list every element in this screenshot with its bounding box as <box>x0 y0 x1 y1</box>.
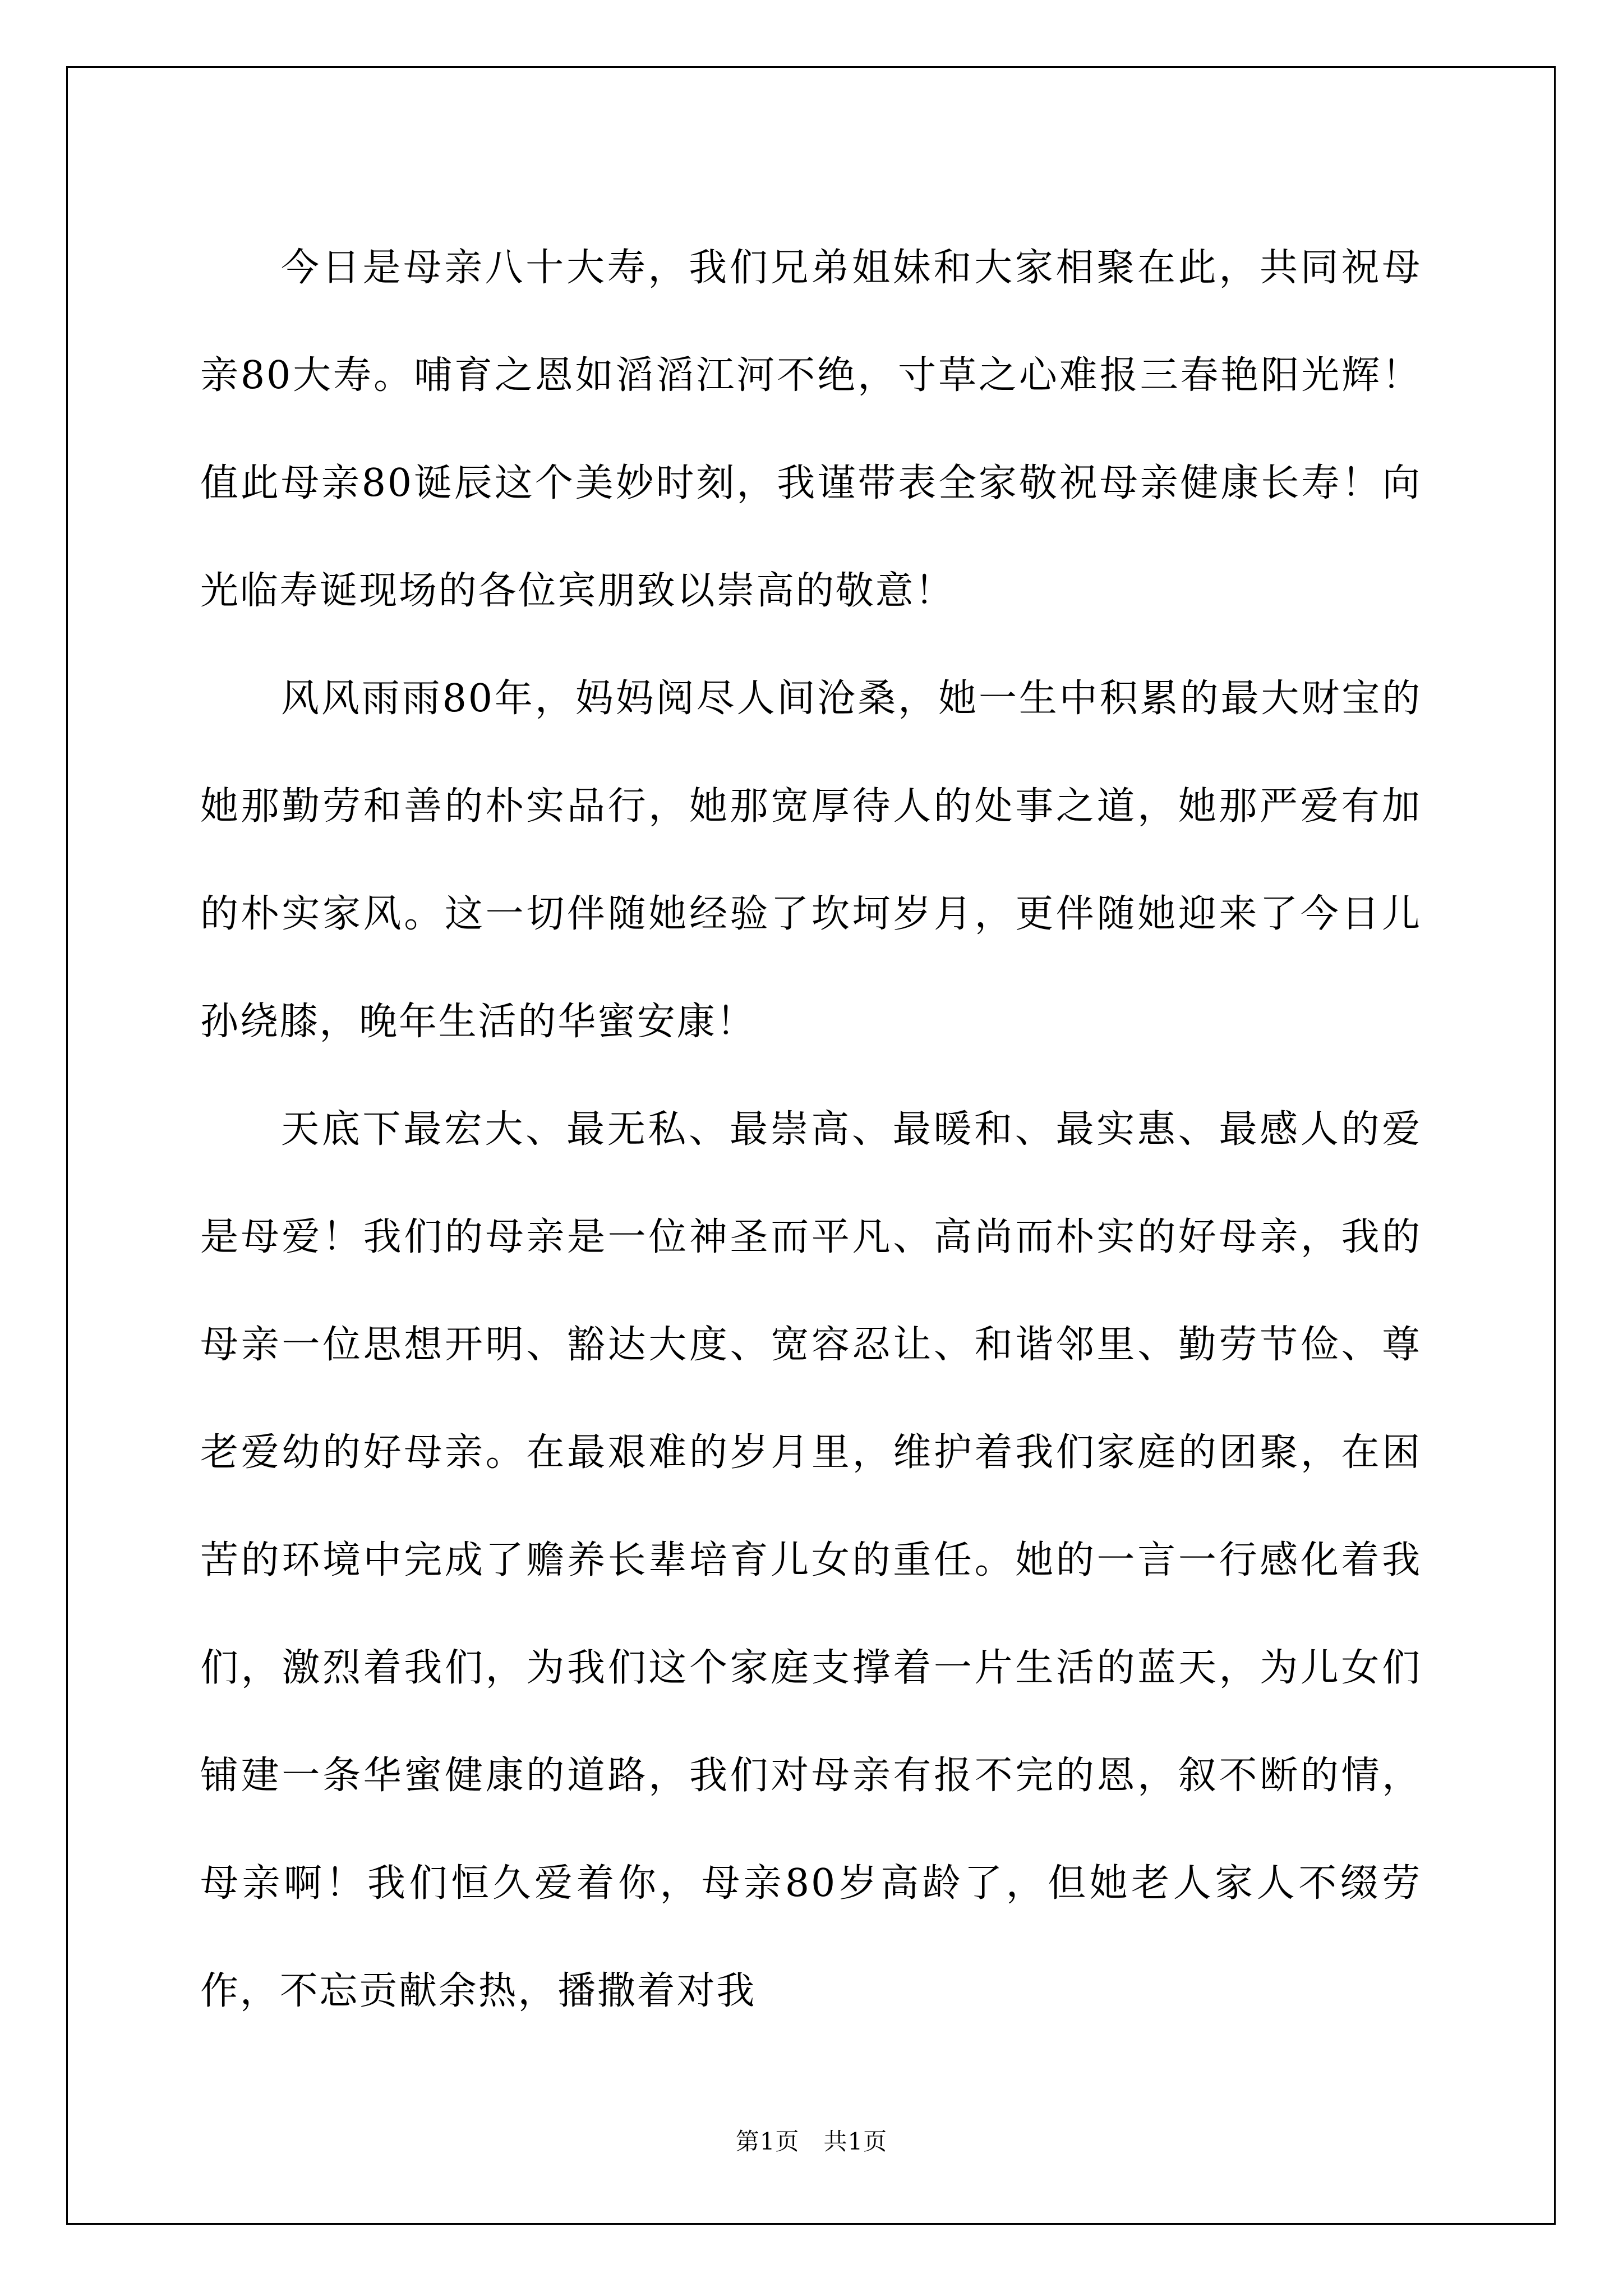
document-body <box>200 214 1422 2045</box>
paragraph-2: 风风雨雨80年，妈妈阅尽人间沧桑，她一生中积累的最大财宝的她那勤劳和善的朴实品行，她那宽厚待人的处事之道，她那严爱有加的朴实家风。这一切伴随她经验了坎坷岁月，更伴随她迎来了今日儿孙绕膝，晚年生活的华蜜安康！ <box>200 677 1422 1044</box>
paragraph-1: 今日是母亲八十大寿，我们兄弟姐妹和大家相聚在此，共同祝母亲80大寿。哺育之恩如滔滔江河不绝，寸草之心难报三春艳阳光辉！值此母亲80诞辰这个美妙时刻，我谨带表全家敬祝母亲健康长寿！向光临寿诞现场的各位宾朋致以崇高的敬意！ <box>200 246 1422 613</box>
page-footer: 第1页 共1页 <box>735 2128 888 2155</box>
paragraph-3: 天底下最宏大、最无私、最崇高、最暖和、最实惠、最感人的爱是母爱！我们的母亲是一位神圣而平凡、高尚而朴实的好母亲，我的母亲一位思想开明、豁达大度、宽容忍让、和谐邻里、勤劳节俭、尊老爱幼的好母亲。在最艰难的岁月里，维护着我们家庭的团聚，在困苦的环境中完成了赡养长辈培育儿女的重任。她的一言一行感化着我们，激烈着我们，为我们这个家庭支撑着一片生活的蓝天，为儿女们铺建一条华蜜健康的道路，我们对母亲有报不完的恩，叙不断的情，母亲啊！我们恒久爱着你，母亲80岁高龄了，但她老人家人不缀劳作，不忘贡献余热，播撒着对我 <box>200 1107 1422 2013</box>
